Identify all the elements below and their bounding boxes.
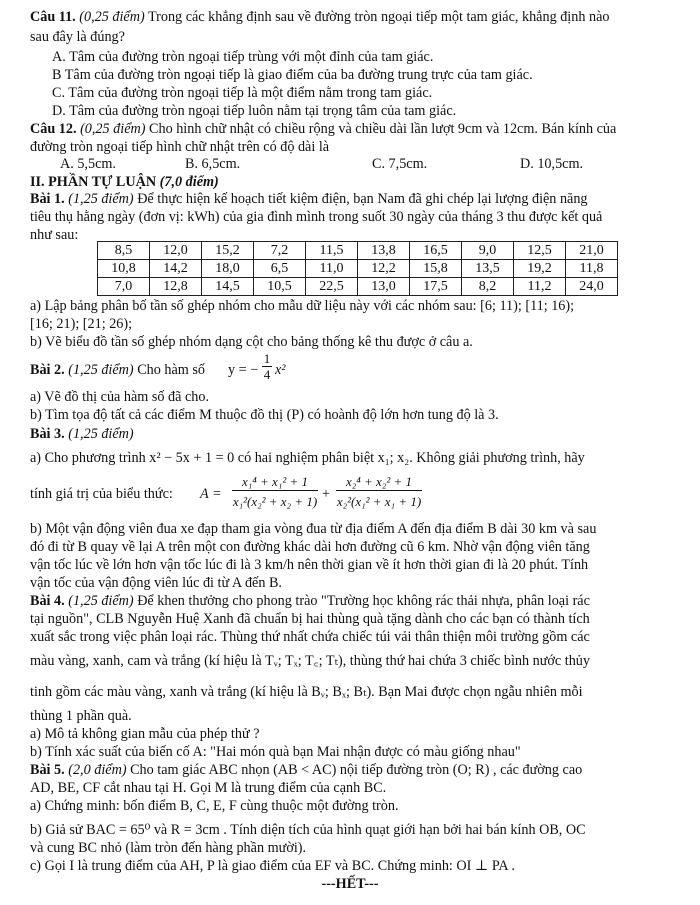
table-cell: 12,0 (150, 242, 202, 260)
bai1-part-b: b) Vẽ biểu đồ tần số ghép nhóm dạng cột cho bảng thống kê thu được ở câu a. (30, 334, 473, 350)
table-cell: 11,2 (514, 278, 566, 296)
table-cell: 6,5 (254, 260, 306, 278)
table-row (98, 260, 618, 278)
bai2-part-a: a) Vẽ đồ thị của hàm số đã cho. (30, 389, 209, 405)
bai4-stem-cont1: tại nguồn", CLB Nguyễn Huệ Xanh đã chuẩn bị hai thùng quà tặng dành cho các bạn có thành tích (30, 611, 590, 627)
bai5-stem: Bài 5. (2,0 điểm) Cho tam giác ABC nhọn (AB < AC) nội tiếp đường tròn (O; R) , các đường cao (30, 762, 583, 778)
table-cell: 19,2 (514, 260, 566, 278)
bai1-part-a: a) Lập bảng phân bố tần số ghép nhóm cho mẫu dữ liệu này với các nhóm sau: [6; 11); [11; 16); (30, 298, 575, 314)
bai3-part-b-cont3: vận tốc của vận động viên lúc đi từ A đến B. (30, 575, 282, 591)
bai3-part-b-cont2: vận tốc lúc về lớn hơn vận tốc lúc đi là 3 km/h nên thời gian về ít hơn thời gian đi là 20 phút. Tính (30, 557, 589, 573)
table-cell: 13,0 (358, 278, 410, 296)
table-cell: 24,0 (566, 278, 618, 296)
bai4-stem-cont3: màu vàng, xanh, cam và trắng (kí hiệu là Tᵥ; Tₓ; T꜀; Tₜ), thùng thứ hai chứa 3 chiếc bình nước thủy (30, 653, 590, 669)
table-cell: 13,8 (358, 242, 410, 260)
part2-title: II. PHẦN TỰ LUẬN (7,0 điểm) (30, 174, 219, 190)
bai1-stem: Bài 1. (1,25 điểm) Để thực hiện kế hoạch tiết kiệm điện, bạn Nam đã ghi chép lại lượng điện năng (30, 191, 588, 207)
q11-stem-cont: sau đây là đúng? (30, 29, 125, 45)
q11-option-d: D. Tâm của đường tròn ngoại tiếp luôn nằm tại trọng tâm của tam giác. (52, 103, 457, 119)
bai2-frac-num: 1 (263, 351, 271, 366)
electricity-data-table (97, 241, 618, 296)
bai3-frac2-num: x₂⁴ + x₂² + 1 (336, 474, 422, 491)
bai2-frac-den: 4 (263, 367, 271, 382)
bai2-part-b: b) Tìm tọa độ tất cả các điểm M thuộc đồ thị (P) có hoành độ lớn hơn tung độ là 3. (30, 407, 499, 423)
table-cell: 11,0 (306, 260, 358, 278)
bai1-stem-end: như sau: (30, 227, 79, 243)
table-cell: 7,2 (254, 242, 306, 260)
table-cell: 16,5 (410, 242, 462, 260)
bai2-function-x2: x² (275, 362, 286, 378)
bai5-part-b: b) Giả sử BAC = 65⁰ và R = 3cm . Tính diện tích của hình quạt giới hạn bởi hai bán kính OB, OC (30, 822, 586, 838)
bai4-stem-cont4: tinh gồm các màu vàng, xanh và trắng (kí hiệu là Bᵥ; Bₓ; Bₜ). Bạn Mai được chọn ngẫu nhiên mỗi (30, 684, 583, 700)
bai3-frac1-den: x₁²(x₂² + x₂ + 1) (232, 494, 318, 509)
bai5-part-b-cont: và cung BC nhỏ (làm tròn đến hàng phần mười). (30, 840, 307, 856)
bai5-part-a: a) Chứng minh: bốn điểm B, C, E, F cùng thuộc một đường tròn. (30, 798, 399, 814)
q12-option-a: A. 5,5cm. (60, 156, 116, 172)
table-cell: 18,0 (202, 260, 254, 278)
table-cell: 17,5 (410, 278, 462, 296)
table-cell: 22,5 (306, 278, 358, 296)
bai3-frac2-den: x₂²(x₁² + x₁ + 1) (336, 494, 422, 509)
q11-option-a: A. Tâm của đường tròn ngoại tiếp trùng với một đỉnh của tam giác. (52, 49, 434, 65)
bai3-part-a: a) Cho phương trình x² − 5x + 1 = 0 có hai nghiệm phân biệt x₁; x₂. Không giải phương trình, hãy (30, 450, 585, 466)
bai5-part-c: c) Gọi I là trung điểm của AH, P là giao điểm của EF và BC. Chứng minh: OI ⊥ PA . (30, 858, 515, 874)
q12-option-b: B. 6,5cm. (185, 156, 241, 172)
bai4-stem-cont5: thùng 1 phần quà. (30, 708, 132, 724)
bai3-stem: Bài 3. (1,25 điểm) (30, 426, 134, 442)
bai3-frac1-num: x₁⁴ + x₁² + 1 (232, 474, 318, 491)
bai1-part-a-cont: [16; 21); [21; 26); (30, 316, 133, 332)
q12-option-d: D. 10,5cm. (520, 156, 584, 172)
table-cell: 10,8 (98, 260, 150, 278)
bai2-stem: Bài 2. (1,25 điểm) Cho hàm số (30, 362, 205, 378)
bai1-stem-cont: tiêu thụ hằng ngày (đơn vị: kWh) của gia đình mình trong suốt 30 ngày của tháng 3 thu được kết quả (30, 209, 603, 225)
table-cell: 12,2 (358, 260, 410, 278)
q11-option-b: B Tâm của đường tròn ngoại tiếp là giao điểm của ba đường trung trực của tam giác. (52, 67, 533, 83)
bai5-stem-cont: AD, BE, CF cắt nhau tại H. Gọi M là trung điểm của cạnh BC. (30, 780, 387, 796)
table-cell: 14,2 (150, 260, 202, 278)
bai4-part-a: a) Mô tả không gian mẫu của phép thử ? (30, 726, 260, 742)
table-cell: 14,5 (202, 278, 254, 296)
bai3-part-b: b) Một vận động viên đua xe đạp tham gia vòng đua từ địa điểm A đến địa điểm B dài 30 km và sau (30, 521, 597, 537)
bai3-expr-lhs: A = (200, 486, 222, 502)
bai3-plus: + (322, 486, 331, 502)
table-row (98, 278, 618, 296)
bai3-part-b-cont1: đó đi từ B quay về lại A trên một con đường khác dài hơn đường cũ 6 km. Nhờ vận động viên tăng (30, 539, 590, 555)
table-row (98, 242, 618, 260)
q12-stem-cont: đường tròn ngoại tiếp hình chữ nhật trên có độ dài là (30, 139, 330, 155)
table-cell: 15,8 (410, 260, 462, 278)
q11-stem: Câu 11. (0,25 điểm) Trong các khẳng định sau về đường tròn ngoại tiếp một tam giác, khẳng định nào (30, 9, 610, 25)
bai3-part-a-cont: tính giá trị của biểu thức: (30, 486, 173, 502)
table-cell: 11,8 (566, 260, 618, 278)
bai4-stem: Bài 4. (1,25 điểm) Để khen thưởng cho phong trào "Trường học không rác thải nhựa, phân loại rác (30, 593, 590, 609)
table-cell: 12,5 (514, 242, 566, 260)
end-marker: ---HẾT--- (321, 876, 379, 892)
q12-stem: Câu 12. (0,25 điểm) Cho hình chữ nhật có chiều rộng và chiều dài lần lượt 9cm và 12cm. Bán kính của (30, 121, 617, 137)
bai2-function-lhs: y = − (228, 362, 259, 378)
q11-option-c: C. Tâm của đường tròn ngoại tiếp là một điểm nằm trong tam giác. (52, 85, 433, 101)
table-cell: 13,5 (462, 260, 514, 278)
table-cell: 21,0 (566, 242, 618, 260)
table-cell: 8,5 (98, 242, 150, 260)
table-cell: 9,0 (462, 242, 514, 260)
bai4-stem-cont2: xuất sắc trong việc phân loại rác. Thùng thứ nhất chứa chiếc túi vải thân thiện môi trường gồm các (30, 629, 590, 645)
bai4-part-b: b) Tính xác suất của biến cố A: "Hai món quà bạn Mai nhận được có màu giống nhau" (30, 744, 521, 760)
table-cell: 11,5 (306, 242, 358, 260)
table-cell: 15,2 (202, 242, 254, 260)
table-cell: 10,5 (254, 278, 306, 296)
table-cell: 12,8 (150, 278, 202, 296)
table-cell: 8,2 (462, 278, 514, 296)
q12-option-c: C. 7,5cm. (372, 156, 428, 172)
table-cell: 7,0 (98, 278, 150, 296)
